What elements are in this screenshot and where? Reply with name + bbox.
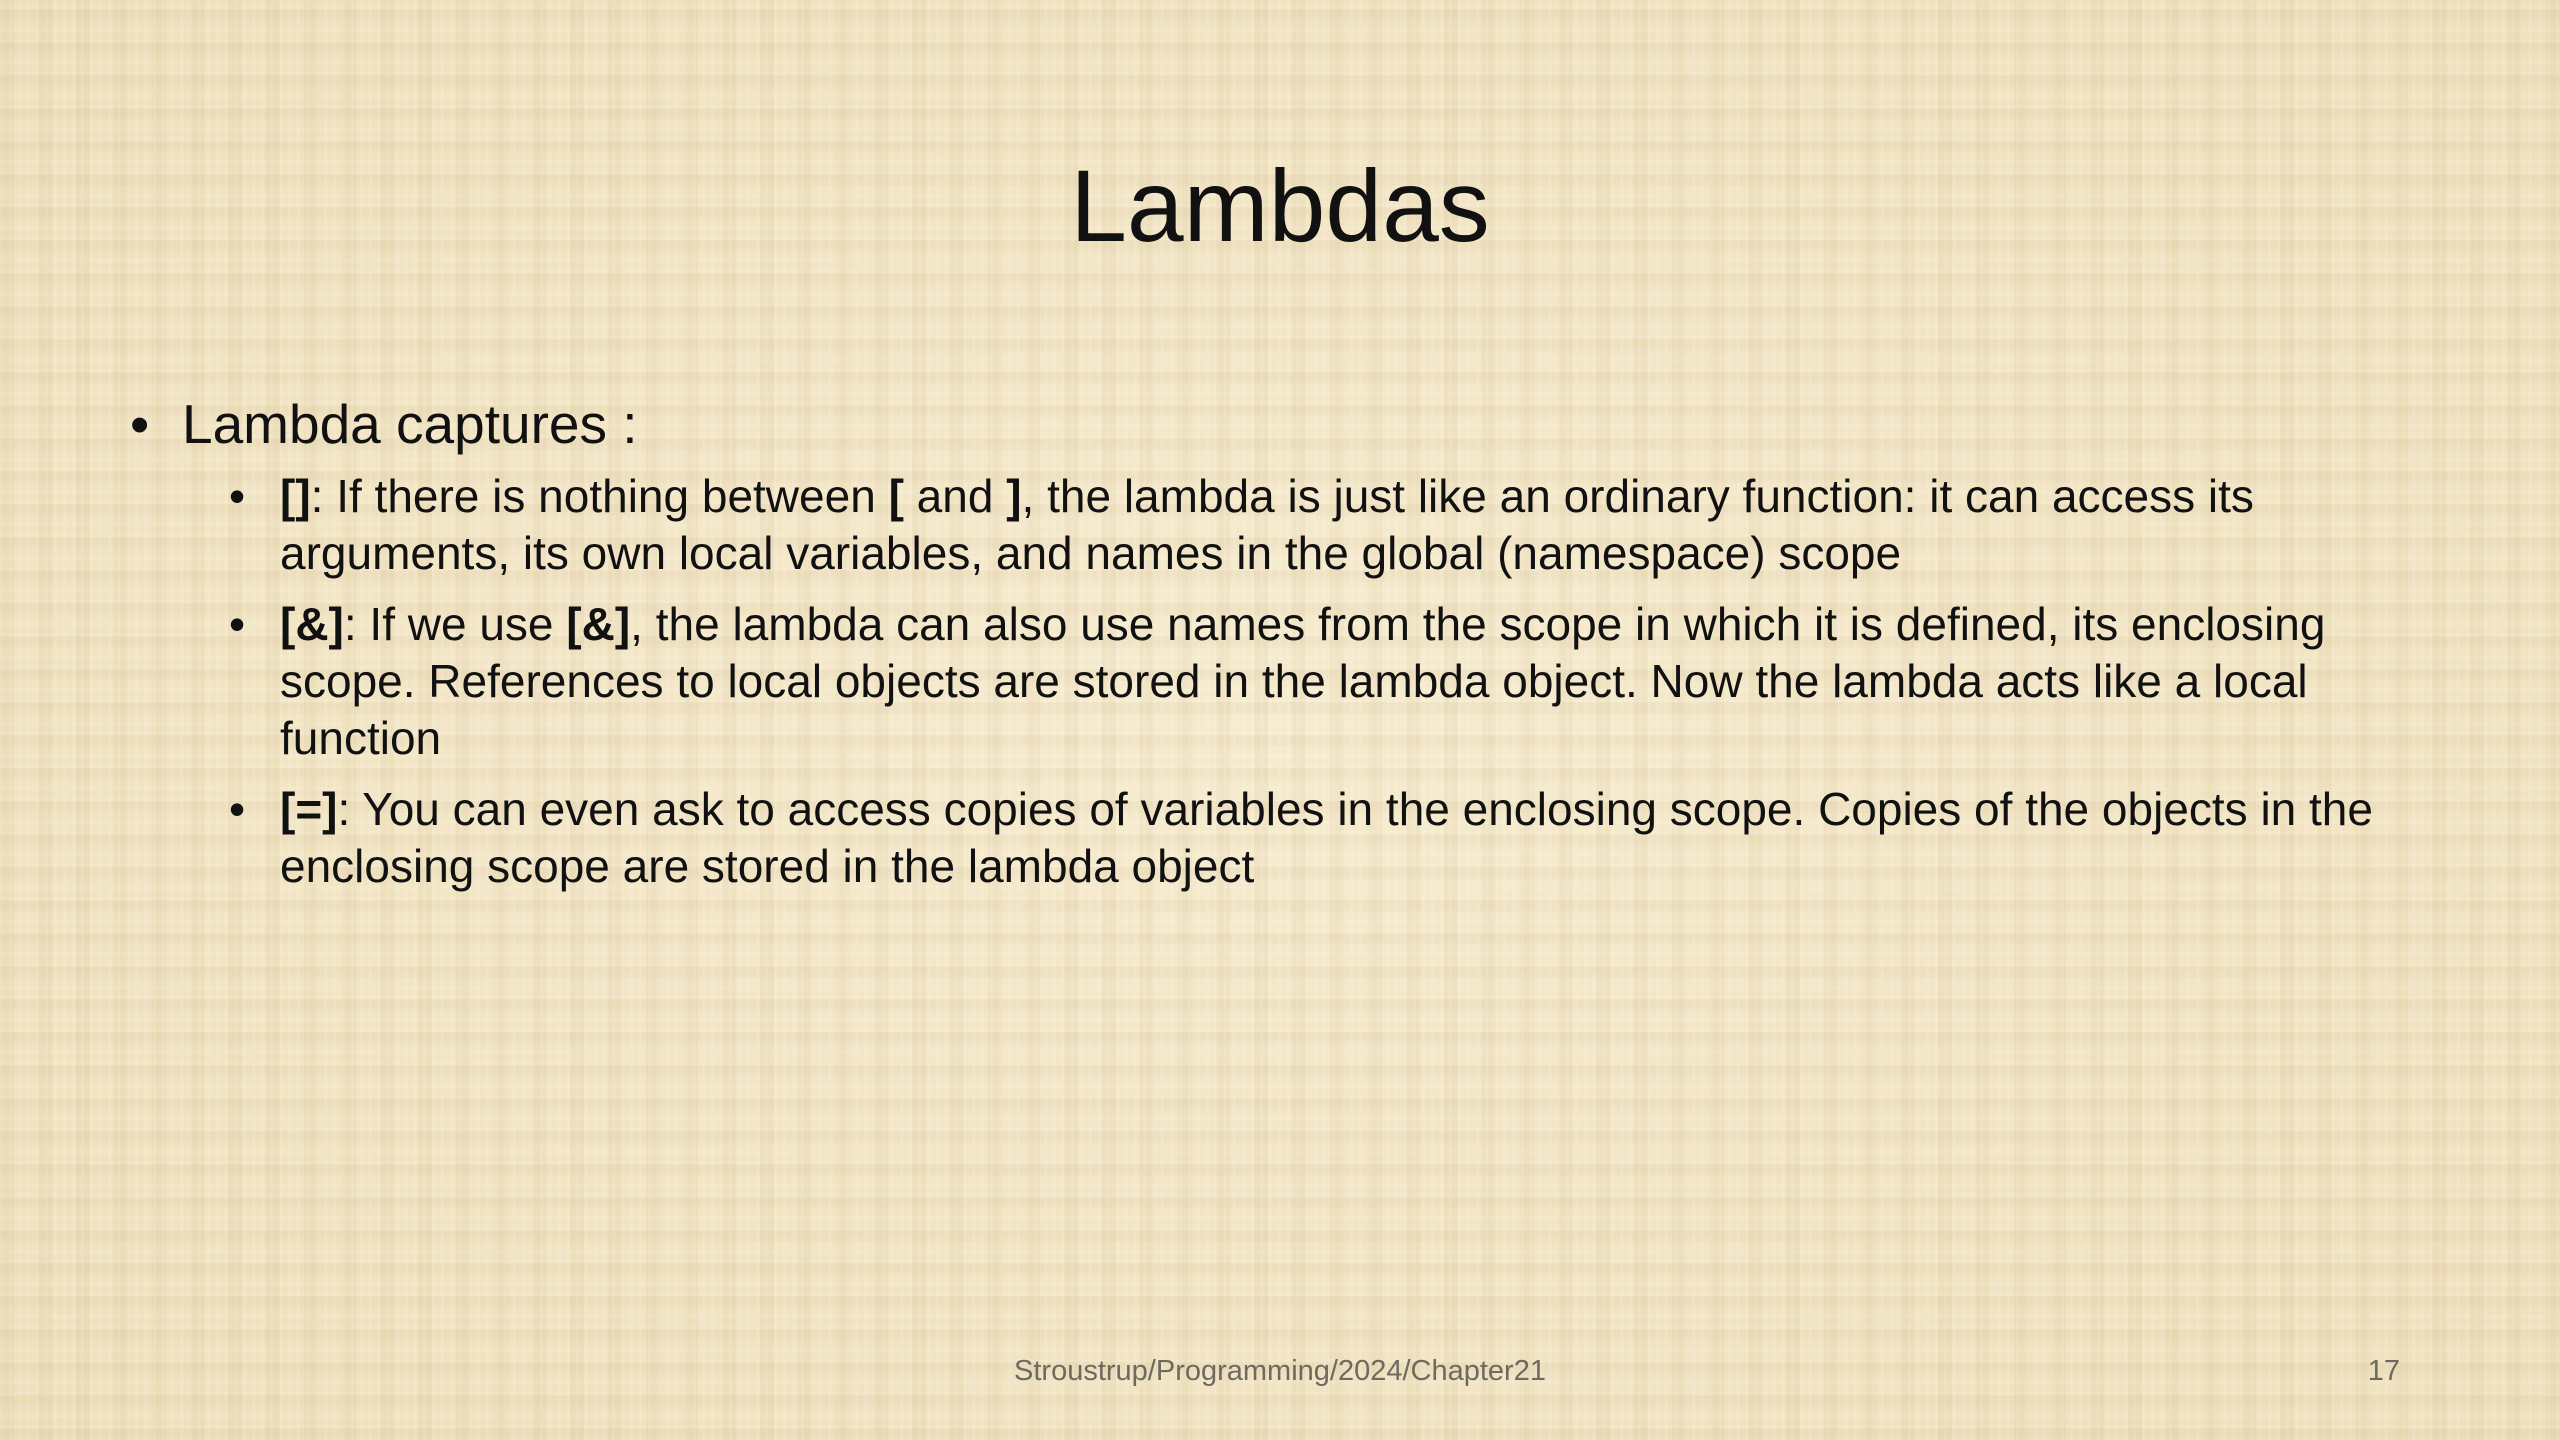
inline-code: [&] <box>566 598 631 650</box>
sub-bullet-text: : You can even ask to access copies of variables in the enclosing scope. Copies of the objects in the enclosing scope are stored in the lambda object <box>280 783 2373 892</box>
inline-code: [ <box>888 470 904 522</box>
sub-bullet-text: , the lambda is just like an ordinary function: it can access its arguments, its own local variables, and names in the global (namespace) scope <box>280 470 2254 579</box>
main-bullet-text: Lambda captures : <box>182 393 638 455</box>
capture-syntax: [&] <box>280 598 344 650</box>
slide-title: Lambdas <box>1070 149 1490 263</box>
slide-footer: Stroustrup/Programming/2024/Chapter21 <box>1014 1355 1546 1387</box>
capture-syntax: [] <box>280 470 311 522</box>
bullet-icon: • <box>229 783 246 835</box>
bullet-icon: • <box>229 470 246 522</box>
sub-bullet-reference-capture <box>130 596 2390 767</box>
bullet-icon: • <box>130 393 150 455</box>
sub-bullet-empty-capture <box>130 468 2390 582</box>
slide-number: 17 <box>2367 1355 2400 1387</box>
main-bullet <box>130 388 2390 460</box>
sub-bullet-list <box>130 468 2390 895</box>
slide-content <box>130 388 2390 909</box>
sub-bullet-text: : If we use <box>343 598 567 650</box>
bullet-icon: • <box>229 598 246 650</box>
sub-bullet-text: , the lambda can also use names from the scope in which it is defined, its enclosing scope. References to local objects are stored in the lambda object. Now the lambda acts like a local function <box>280 598 2326 764</box>
sub-bullet-copy-capture <box>130 781 2390 895</box>
sub-bullet-text: and <box>903 470 1007 522</box>
capture-syntax: [=] <box>280 783 338 835</box>
inline-code: ] <box>1006 470 1022 522</box>
sub-bullet-text: : If there is nothing between <box>310 470 889 522</box>
